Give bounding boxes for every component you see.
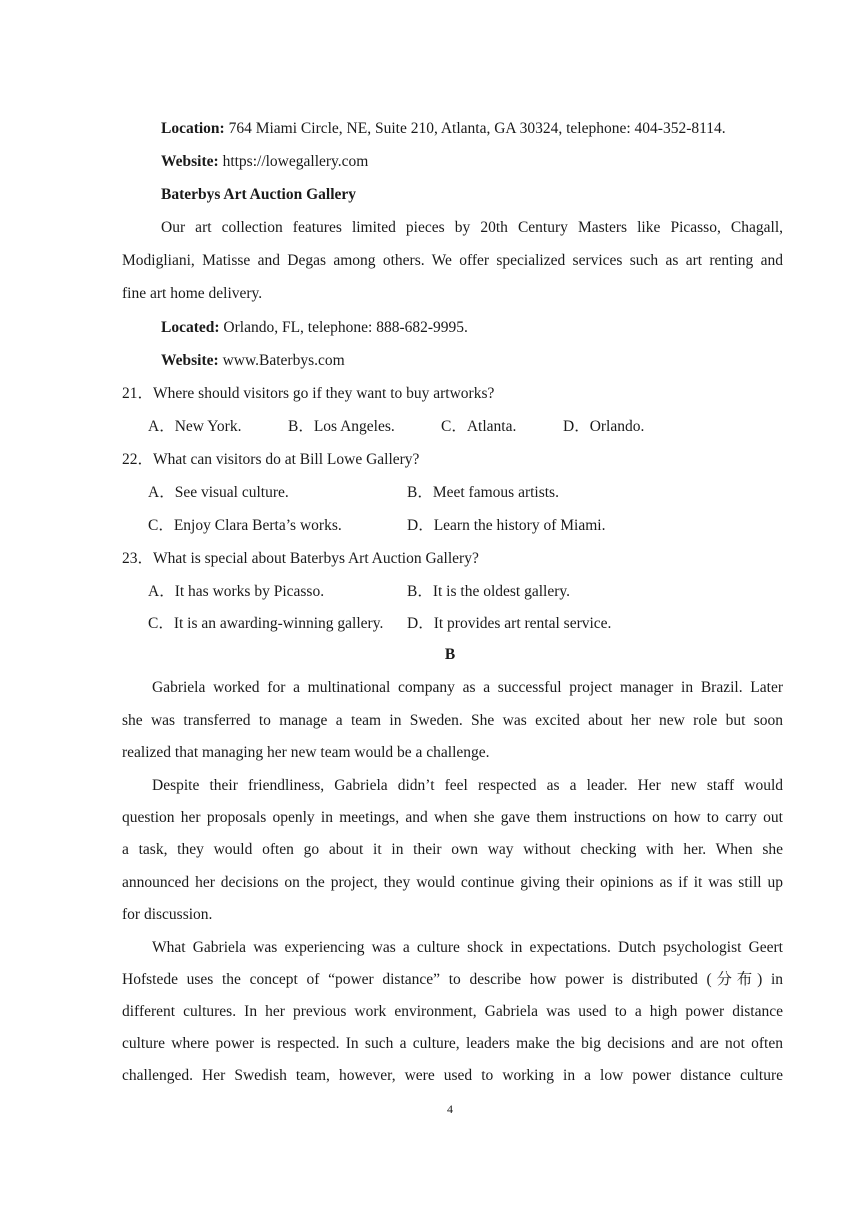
lowe-website-line: [161, 152, 368, 172]
option-c: C．Enjoy Clara Berta’s works.: [148, 517, 342, 534]
location-label: Location:: [161, 120, 225, 137]
baterbys-para-line-3: fine art home delivery.: [122, 285, 263, 302]
section-b-label: B: [444, 646, 456, 663]
option-d: D．Learn the history of Miami.: [407, 517, 606, 534]
passage-line: Gabriela worked for a multinational company as a successful project manager in Brazil. Later: [152, 679, 783, 696]
located-label: Located:: [161, 319, 220, 336]
baterbys-para-line-2: Modigliani, Matisse and Degas among others. We offer specialized services such as art renting and: [122, 252, 783, 269]
passage-line: What Gabriela was experiencing was a culture shock in expectations. Dutch psychologist Geert: [152, 939, 783, 956]
passage-line: for discussion.: [122, 906, 213, 923]
passage-line: announced her decisions on the project, they would continue giving their opinions as if it was still up: [122, 874, 783, 891]
location-text: 764 Miami Circle, NE, Suite 210, Atlanta, GA 30324, telephone: 404-352-8114.: [224, 120, 726, 137]
website-text: www.Baterbys.com: [218, 352, 345, 369]
option-a: A．It has works by Picasso.: [148, 583, 325, 600]
option-a: A．New York.: [148, 418, 242, 435]
baterbys-para-line-1: Our art collection features limited pieces by 20th Century Masters like Picasso, Chagall,: [161, 219, 783, 236]
passage-line: Hofstede uses the concept of “power distance” to describe how power is distributed (分布) in: [122, 971, 783, 988]
option-b: B．Meet famous artists.: [407, 484, 559, 501]
located-text: Orlando, FL, telephone: 888-682-9995.: [219, 319, 468, 336]
website-label: Website:: [161, 153, 219, 170]
option-c: C．It is an awarding-winning gallery.: [148, 615, 384, 632]
passage-line: a task, they would often go about it in their own way without checking with her. When she: [122, 841, 783, 858]
baterbys-heading: Baterbys Art Auction Gallery: [161, 186, 357, 203]
passage-line: Despite their friendliness, Gabriela didn’t feel respected as a leader. Her new staff would: [152, 777, 783, 794]
page-number: 4: [447, 1102, 453, 1116]
option-b: B．Los Angeles.: [288, 418, 395, 435]
passage-line: different cultures. In her previous work environment, Gabriela was used to a high power distance: [122, 1003, 783, 1020]
question-stem: 21．Where should visitors go if they want to buy artworks?: [122, 385, 495, 402]
option-d: D．It provides art rental service.: [407, 615, 612, 632]
option-a: A．See visual culture.: [148, 484, 289, 501]
question-stem: 23．What is special about Baterbys Art Auction Gallery?: [122, 550, 479, 567]
passage-line: question her proposals openly in meetings, and when she gave them instructions on how to carry out: [122, 809, 783, 826]
option-d: D．Orlando.: [563, 418, 645, 435]
website-text: https://lowegallery.com: [218, 153, 369, 170]
baterbys-located-line: [161, 318, 468, 338]
option-c: C．Atlanta.: [441, 418, 517, 435]
website-label: Website:: [161, 352, 219, 369]
passage-line: challenged. Her Swedish team, however, were used to working in a low power distance culture: [122, 1067, 783, 1084]
option-b: B．It is the oldest gallery.: [407, 583, 571, 600]
passage-line: realized that managing her new team would be a challenge.: [122, 744, 490, 761]
baterbys-website-line: [161, 351, 345, 371]
question-stem: 22．What can visitors do at Bill Lowe Gallery?: [122, 451, 420, 468]
lowe-location-line: [161, 119, 726, 139]
passage-line: culture where power is respected. In such a culture, leaders make the big decisions and are not often: [122, 1035, 783, 1052]
passage-line: she was transferred to manage a team in Sweden. She was excited about her new role but soon: [122, 712, 783, 729]
